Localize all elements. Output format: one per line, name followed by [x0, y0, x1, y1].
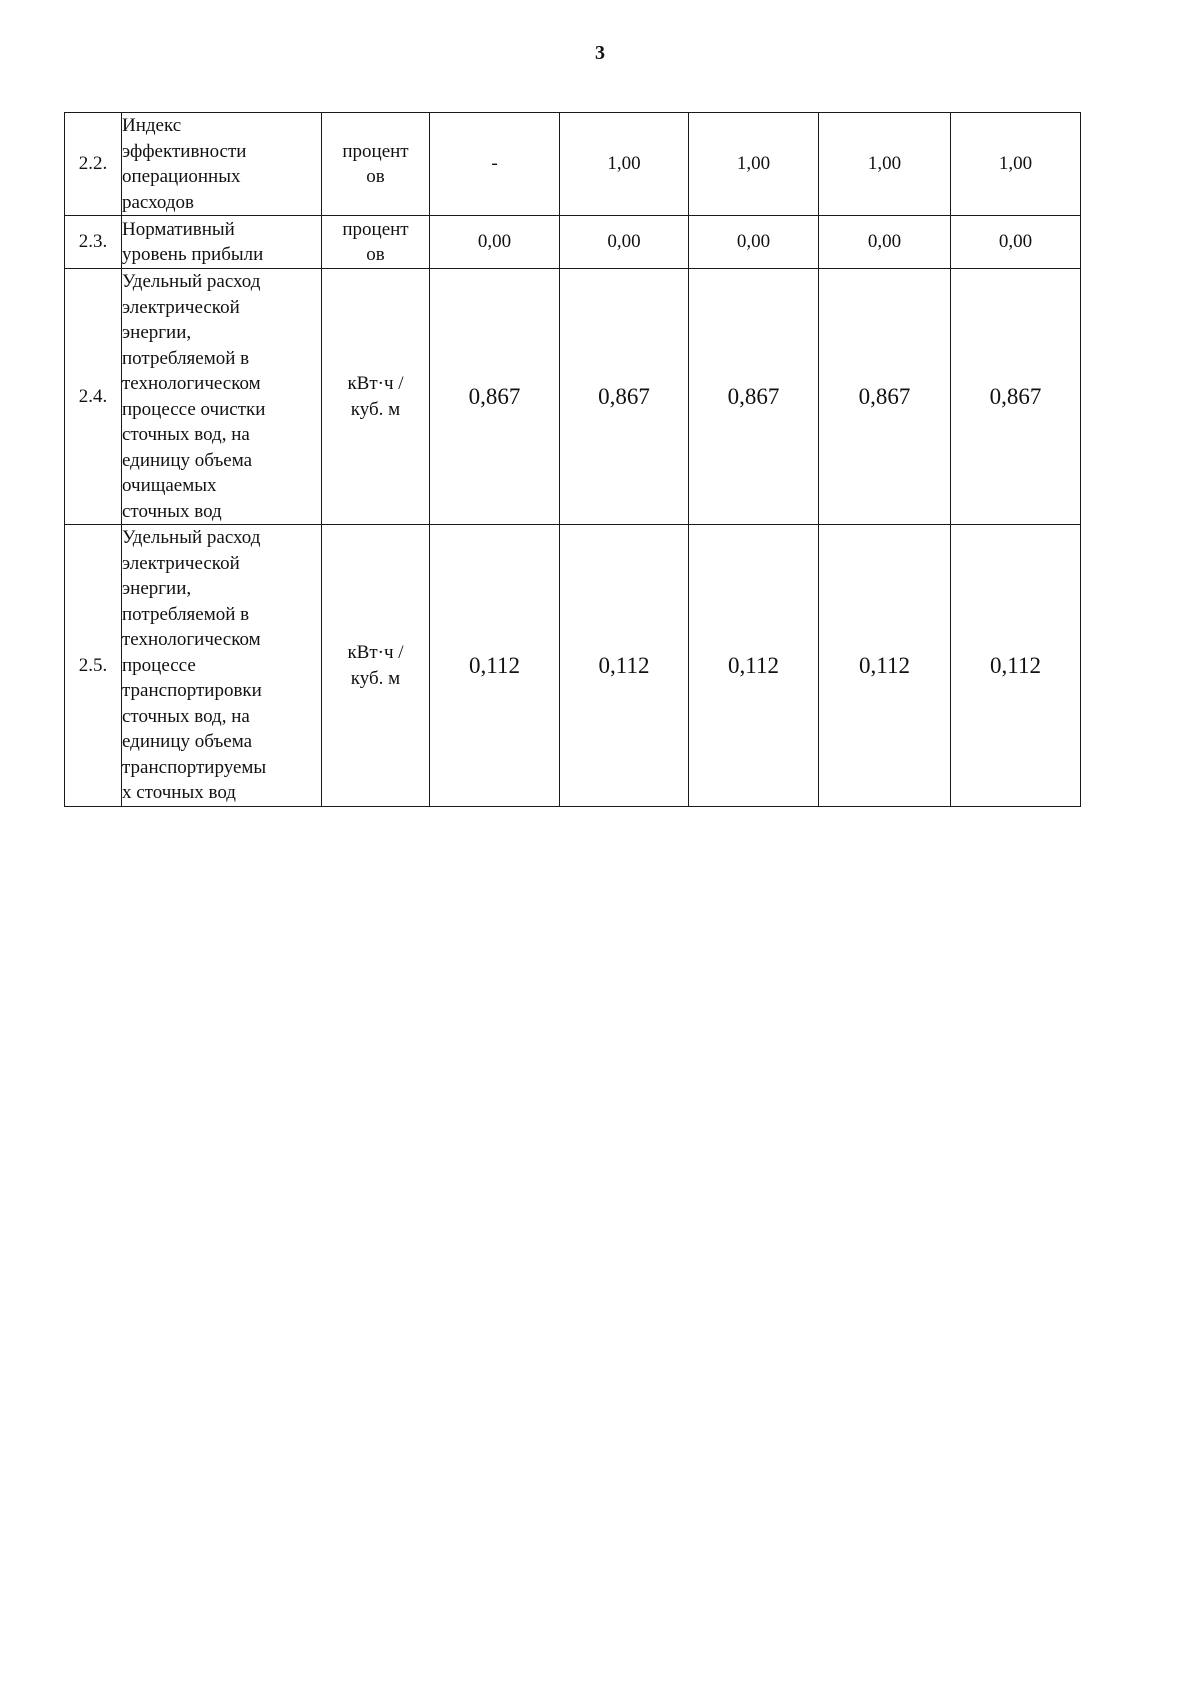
value-cell: 0,112	[560, 525, 689, 807]
indicator-name: Удельный расход электрической энергии, потребляемой в технологическом процессе очистки сточных вод, на единицу объема очищаемых сточных вод	[122, 269, 322, 525]
value-cell: 0,867	[430, 269, 560, 525]
value-cell: 1,00	[951, 113, 1081, 216]
value-cell: 0,00	[819, 216, 951, 269]
indicator-name: Удельный расход электрической энергии, потребляемой в технологическом процессе транспортировки сточных вод, на единицу объема транспортируемы х сточных вод	[122, 525, 322, 807]
row-number: 2.4.	[65, 269, 122, 525]
value-cell: 0,00	[430, 216, 560, 269]
value-cell: 1,00	[819, 113, 951, 216]
value-cell: 0,867	[819, 269, 951, 525]
value-cell: 0,00	[560, 216, 689, 269]
row-number: 2.3.	[65, 216, 122, 269]
unit-cell: кВт·ч / куб. м	[322, 269, 430, 525]
indicator-name: Нормативный уровень прибыли	[122, 216, 322, 269]
table-row	[65, 269, 1081, 525]
value-cell: 0,867	[689, 269, 819, 525]
unit-cell: процент ов	[322, 216, 430, 269]
row-number: 2.5.	[65, 525, 122, 807]
value-cell: -	[430, 113, 560, 216]
value-cell: 0,112	[689, 525, 819, 807]
table-row	[65, 216, 1081, 269]
value-cell: 1,00	[689, 113, 819, 216]
value-cell: 0,00	[689, 216, 819, 269]
value-cell: 0,867	[951, 269, 1081, 525]
row-number: 2.2.	[65, 113, 122, 216]
unit-cell: процент ов	[322, 113, 430, 216]
table-row	[65, 525, 1081, 807]
value-cell: 0,112	[430, 525, 560, 807]
value-cell: 0,112	[951, 525, 1081, 807]
value-cell: 0,867	[560, 269, 689, 525]
indicators-table	[64, 112, 1081, 807]
page-number: 3	[595, 42, 605, 64]
value-cell: 0,00	[951, 216, 1081, 269]
value-cell: 1,00	[560, 113, 689, 216]
table-row	[65, 113, 1081, 216]
value-cell: 0,112	[819, 525, 951, 807]
indicator-name: Индекс эффективности операционных расходов	[122, 113, 322, 216]
unit-cell: кВт·ч / куб. м	[322, 525, 430, 807]
